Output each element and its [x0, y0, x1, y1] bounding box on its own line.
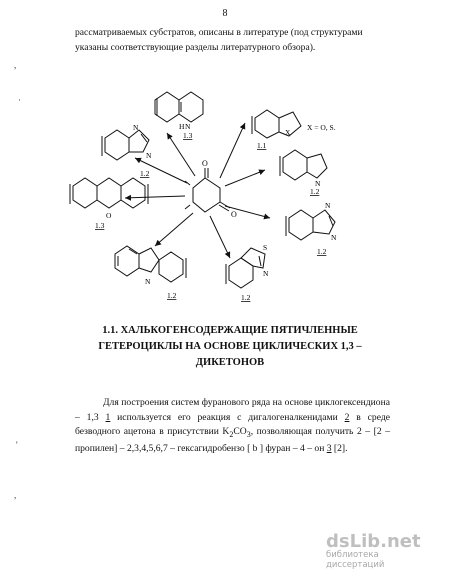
structure-bottom-center: [226, 248, 265, 288]
atom-n-right-lower: N: [331, 233, 337, 242]
watermark: [326, 531, 436, 570]
section-heading: [90, 323, 370, 371]
scan-mark: ·: [18, 95, 21, 105]
scan-mark: ,: [14, 490, 17, 500]
scan-mark: ,: [14, 60, 17, 70]
heading-line-2: ГЕТЕРОЦИКЛЫ НА ОСНОВЕ ЦИКЛИЧЕСКИХ 1,3 –: [98, 341, 362, 352]
atom-o-top: O: [202, 159, 208, 168]
page-number: 8: [222, 8, 228, 19]
body-text-4: CO: [233, 426, 247, 437]
label-left-middle: 1.3: [95, 221, 105, 230]
reaction-scheme: [45, 78, 385, 318]
atom-n-right: N: [315, 179, 321, 188]
label-top-right: 1.1: [257, 141, 267, 150]
body-text-5: , позволяющая получить 2 – [2 – пропилен] – 2,3,4,5,6,7 – гексагидробензо [ b ] фуран – 4 – он: [75, 426, 390, 455]
label-right-lower: 1.2: [317, 247, 327, 256]
watermark-tagline: библиотека диссертаций: [326, 550, 385, 570]
structure-top-right: [252, 110, 301, 138]
ref-compound-1: 1: [105, 411, 111, 423]
structure-bottom-left: [115, 246, 186, 282]
watermark-brand: dsLib.net: [326, 531, 421, 552]
label-right-middle: 1.2: [310, 187, 320, 196]
label-left-upper: 1.2: [140, 169, 150, 178]
central-diketone: [185, 168, 230, 212]
body-text-6: [2].: [331, 443, 348, 455]
atom-x: X: [285, 128, 291, 137]
atom-o-bottom: O: [231, 210, 237, 219]
subscript-3: 3: [246, 429, 251, 439]
structure-right-middle: [280, 150, 327, 180]
structure-top-center: [155, 92, 203, 122]
atom-s: S: [263, 243, 268, 252]
structure-right-lower: [286, 210, 335, 240]
structure-left-upper: [102, 130, 149, 160]
body-text-3: в среде безводного ацетона в присутствии K: [75, 411, 390, 437]
atom-o-ring: O: [106, 211, 112, 220]
intro-line-2: указаны соответствующие разделы литературного обзора).: [75, 42, 316, 53]
subscript-2: 2: [229, 429, 234, 439]
heading-line-3: ДИКЕТОНОВ: [195, 357, 265, 368]
heading-line-1: 1.1. ХАЛЬКОГЕНСОДЕРЖАЩИЕ ПЯТИЧЛЕННЫЕ: [102, 325, 358, 336]
structure-left-middle: [70, 178, 148, 208]
ref-compound-2: 2: [344, 411, 350, 423]
note-x: X = O, S.: [307, 123, 336, 132]
atom-n-top: N: [185, 122, 191, 131]
ref-compound-3: 3: [326, 443, 332, 455]
atom-h-top: H: [179, 122, 185, 131]
atom-n-left: N: [146, 151, 152, 160]
intro-line-1: рассматриваемых субстратов, описаны в литературе (под структурами: [75, 27, 363, 38]
body-text-2: используется его реакция с дигалогеналкенидами: [110, 411, 345, 423]
atom-n-thiazole: N: [263, 269, 269, 278]
body-paragraph: [75, 396, 390, 457]
atom-nh-right: N: [325, 201, 331, 210]
label-top-center: 1.3: [183, 131, 193, 140]
atom-nh-left: N: [133, 123, 139, 132]
intro-paragraph: [75, 25, 390, 55]
scan-mark: ': [16, 440, 18, 450]
atom-n-indole: N: [145, 277, 151, 286]
body-text-1: Для построения систем фуранового ряда на основе циклогексендиона – 1,3: [75, 397, 390, 423]
label-bottom-center: 1.2: [241, 293, 251, 302]
label-bottom-left: 1.2: [167, 291, 177, 300]
